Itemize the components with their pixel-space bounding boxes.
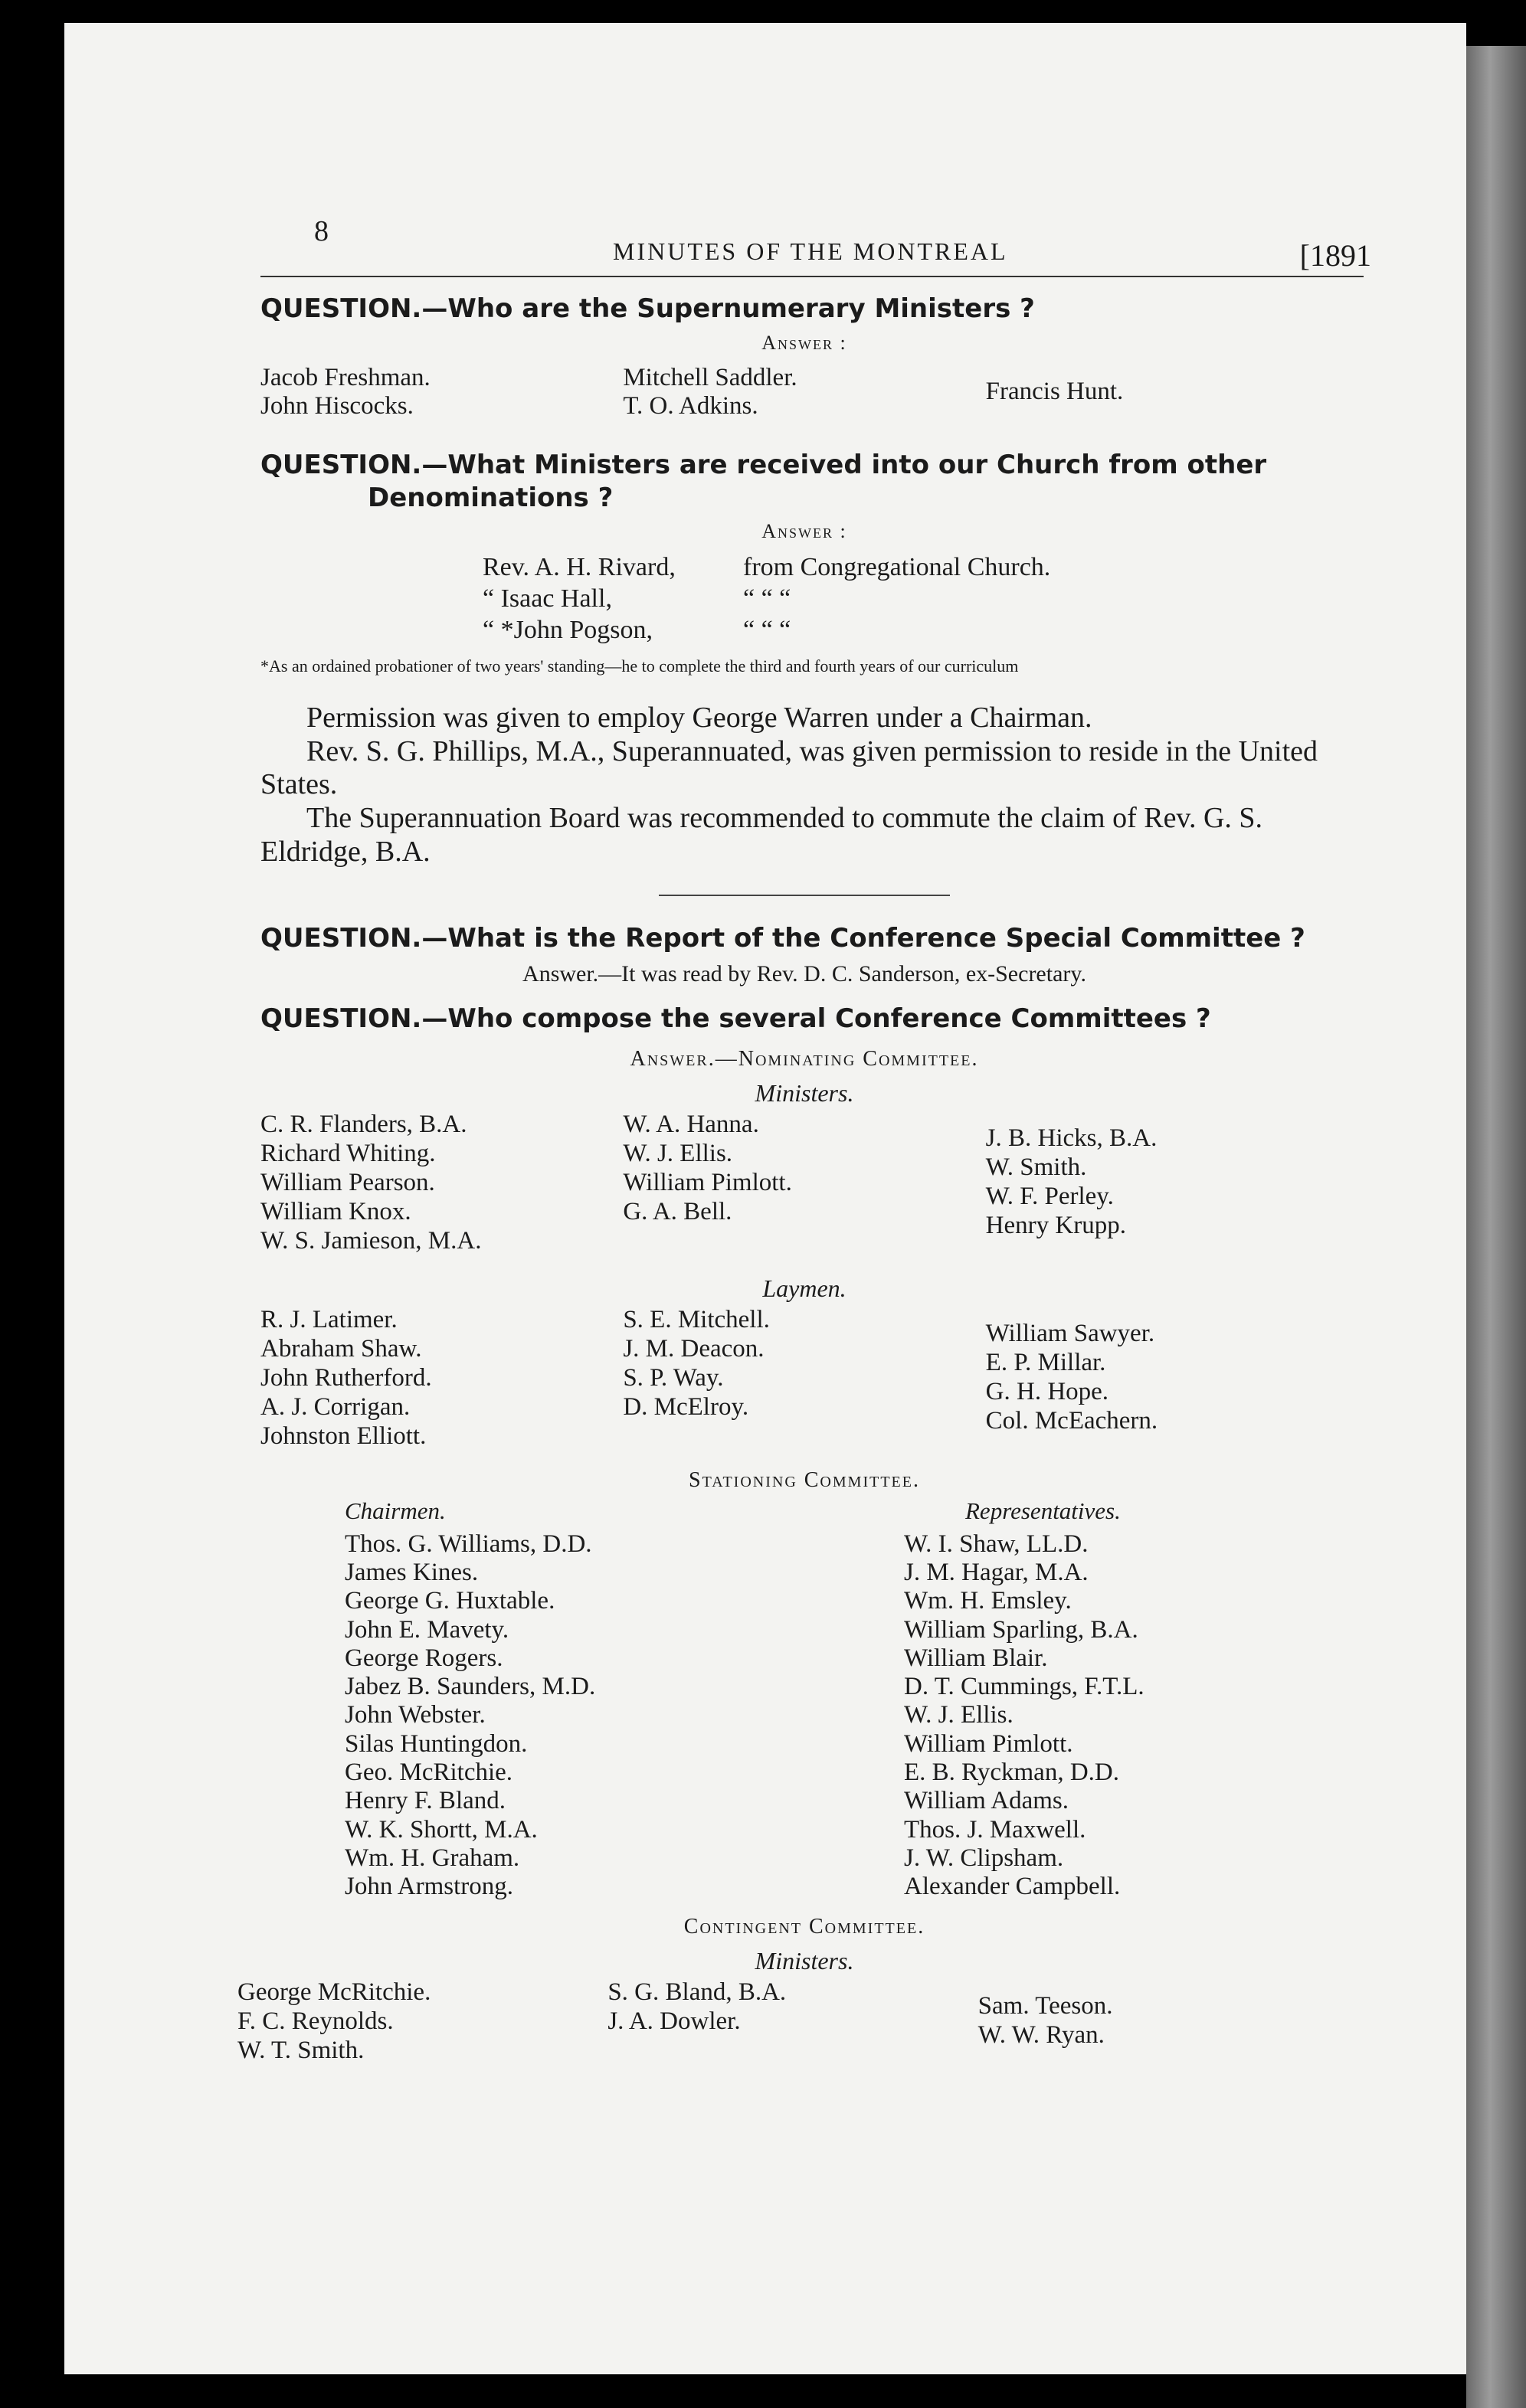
list-item: George Rogers. xyxy=(345,1644,503,1672)
list-item: William Pimlott. xyxy=(623,1169,792,1197)
list-column xyxy=(623,364,985,422)
list-item: Francis Hunt. xyxy=(985,377,1124,405)
list-item: William Sawyer. xyxy=(985,1320,1155,1348)
question-conference-committees: QUESTION.—Who compose the several Conference Committees ? xyxy=(260,1003,1211,1034)
list-item: W. F. Perley. xyxy=(985,1183,1114,1211)
list-item: W. J. Ellis. xyxy=(623,1140,733,1168)
list-column xyxy=(986,364,1348,422)
laymen-subheading: Laymen. xyxy=(762,1274,847,1303)
list-item: “ *John Pogson, “ “ “ xyxy=(483,615,791,644)
ministers-subheading: Ministers. xyxy=(755,1947,854,1975)
list-item: John Rutherford. xyxy=(260,1363,432,1392)
list-column xyxy=(623,1306,985,1451)
list-item: W. T. Smith. xyxy=(237,2037,365,2065)
list-item: D. McElroy. xyxy=(623,1392,749,1421)
stationing-committee-heading: Stationing Committee. xyxy=(689,1467,920,1492)
list-item: J. A. Dowler. xyxy=(607,2007,741,2036)
list-item: Wm. H. Graham. xyxy=(345,1844,520,1872)
list-item: W. I. Shaw, LL.D. xyxy=(904,1530,1089,1558)
list-item: T. O. Adkins. xyxy=(623,392,758,420)
supernumerary-list xyxy=(260,364,1348,422)
nominating-ministers-list xyxy=(260,1111,1348,1256)
list-column xyxy=(623,1111,985,1256)
list-item: J. M. Hagar, M.A. xyxy=(904,1559,1089,1587)
list-item: George G. Huxtable. xyxy=(345,1587,555,1615)
list-item: W. W. Ryan. xyxy=(977,2021,1105,2050)
answer-label: Answer : xyxy=(761,520,847,543)
list-item: “ Isaac Hall, “ “ “ xyxy=(483,584,791,613)
list-item: William Sparling, B.A. xyxy=(904,1615,1138,1644)
list-column xyxy=(986,1306,1348,1451)
list-column xyxy=(260,364,623,422)
representatives-column xyxy=(789,1497,1348,1902)
representatives-subheading: Representatives. xyxy=(965,1497,1121,1524)
list-item: R. J. Latimer. xyxy=(260,1306,398,1334)
list-column xyxy=(986,1111,1348,1256)
list-item: A. J. Corrigan. xyxy=(260,1392,411,1421)
list-item: J. W. Clipsham. xyxy=(904,1844,1064,1872)
list-item: W. S. Jamieson, M.A. xyxy=(260,1227,482,1255)
list-item: E. P. Millar. xyxy=(985,1349,1106,1377)
list-item: W. A. Hanna. xyxy=(623,1111,759,1139)
list-item: S. E. Mitchell. xyxy=(623,1306,770,1334)
page-content xyxy=(237,207,1371,2066)
list-item: John Armstrong. xyxy=(345,1873,514,1901)
list-column xyxy=(260,1111,623,1256)
list-item: D. T. Cummings, F.T.L. xyxy=(904,1673,1144,1701)
list-item: S. P. Way. xyxy=(623,1363,724,1392)
list-item: Richard Whiting. xyxy=(260,1140,436,1168)
list-item: George McRitchie. xyxy=(237,1978,431,2007)
paragraph: Permission was given to employ George Warren under a Chairman. xyxy=(306,701,1092,734)
list-item: William Pimlott. xyxy=(904,1729,1073,1758)
list-item: Geo. McRitchie. xyxy=(345,1759,513,1787)
answer-label: Answer : xyxy=(761,331,847,354)
question-special-committee: QUESTION.—What is the Report of the Conference Special Committee ? xyxy=(260,923,1305,954)
list-item: Sam. Teeson. xyxy=(977,1992,1113,2020)
list-item: F. C. Reynolds. xyxy=(237,2007,394,2036)
list-item: Mitchell Saddler. xyxy=(623,363,797,391)
header-rule xyxy=(260,276,1364,277)
nominating-committee-heading: Answer.—Nominating Committee. xyxy=(630,1047,979,1071)
chairmen-column xyxy=(345,1497,789,1902)
list-item: William Pearson. xyxy=(260,1169,435,1197)
page-edge-shadow xyxy=(1466,46,1526,2408)
running-year: [1891 xyxy=(1299,238,1371,273)
list-column xyxy=(978,1978,1348,2066)
list-item: Jacob Freshman. xyxy=(260,363,431,391)
list-column xyxy=(607,1978,977,2066)
list-item: G. H. Hope. xyxy=(985,1377,1109,1405)
list-column xyxy=(260,1306,623,1451)
paragraph: Rev. S. G. Phillips, M.A., Superannuated, was given permission to reside in the United States. xyxy=(260,735,1318,801)
list-item: Thos. J. Maxwell. xyxy=(904,1815,1086,1844)
list-item: J. M. Deacon. xyxy=(623,1335,765,1363)
list-item: W. Smith. xyxy=(985,1153,1087,1182)
question-supernumerary: QUESTION.—Who are the Supernumerary Ministers ? xyxy=(260,293,1035,324)
list-item: Wm. H. Emsley. xyxy=(904,1587,1072,1615)
list-item: Alexander Campbell. xyxy=(904,1873,1121,1901)
list-item: William Adams. xyxy=(904,1787,1069,1815)
footnote: *As an ordained probationer of two years' standing—he to complete the third and fourth years of our curriculum xyxy=(260,656,1019,676)
list-item: William Knox. xyxy=(260,1198,411,1226)
list-item: John E. Mavety. xyxy=(345,1615,509,1644)
running-header xyxy=(260,207,1371,276)
question-line: QUESTION.—What Ministers are received into our Church from other xyxy=(260,450,1267,481)
contingent-committee-heading: Contingent Committee. xyxy=(683,1915,925,1939)
received-list xyxy=(260,552,1348,646)
list-item: John Hiscocks. xyxy=(260,392,414,420)
list-item: William Blair. xyxy=(904,1644,1048,1672)
list-item: E. B. Ryckman, D.D. xyxy=(904,1759,1119,1787)
running-title: MINUTES OF THE MONTREAL xyxy=(613,237,1008,265)
list-item: Thos. G. Williams, D.D. xyxy=(345,1530,592,1558)
list-item: Henry Krupp. xyxy=(985,1212,1126,1240)
list-column xyxy=(237,1978,607,2066)
nominating-laymen-list xyxy=(260,1306,1348,1451)
list-item: Jabez B. Saunders, M.D. xyxy=(345,1673,596,1701)
section-divider xyxy=(659,895,950,896)
list-item: Johnston Elliott. xyxy=(260,1422,427,1450)
list-item: Col. McEachern. xyxy=(985,1406,1158,1435)
list-item: Silas Huntingdon. xyxy=(345,1729,528,1758)
question-received-ministers xyxy=(260,449,1348,514)
list-item: W. K. Shortt, M.A. xyxy=(345,1815,538,1844)
chairmen-subheading: Chairmen. xyxy=(345,1497,446,1524)
ministers-subheading: Ministers. xyxy=(755,1079,854,1107)
list-item: J. B. Hicks, B.A. xyxy=(985,1124,1158,1153)
list-item: G. A. Bell. xyxy=(623,1198,732,1226)
paragraph: The Superannuation Board was recommended to commute the claim of Rev. G. S. Eldridge, B.A. xyxy=(260,802,1263,868)
contingent-ministers-list xyxy=(237,1978,1348,2066)
answer-special-committee: Answer.—It was read by Rev. D. C. Sanderson, ex-Secretary. xyxy=(522,960,1086,986)
stationing-committee-list xyxy=(260,1497,1348,1902)
list-item: W. J. Ellis. xyxy=(904,1701,1014,1729)
page-number: 8 xyxy=(314,215,329,247)
list-item: S. G. Bland, B.A. xyxy=(607,1978,787,2007)
list-item: Abraham Shaw. xyxy=(260,1335,422,1363)
list-item: James Kines. xyxy=(345,1559,479,1587)
list-item: Henry F. Bland. xyxy=(345,1787,506,1815)
list-item: C. R. Flanders, B.A. xyxy=(260,1111,467,1139)
question-line: Denominations ? xyxy=(368,482,614,513)
list-item: John Webster. xyxy=(345,1701,486,1729)
list-item: Rev. A. H. Rivard, from Congregational Church. xyxy=(483,553,1051,582)
